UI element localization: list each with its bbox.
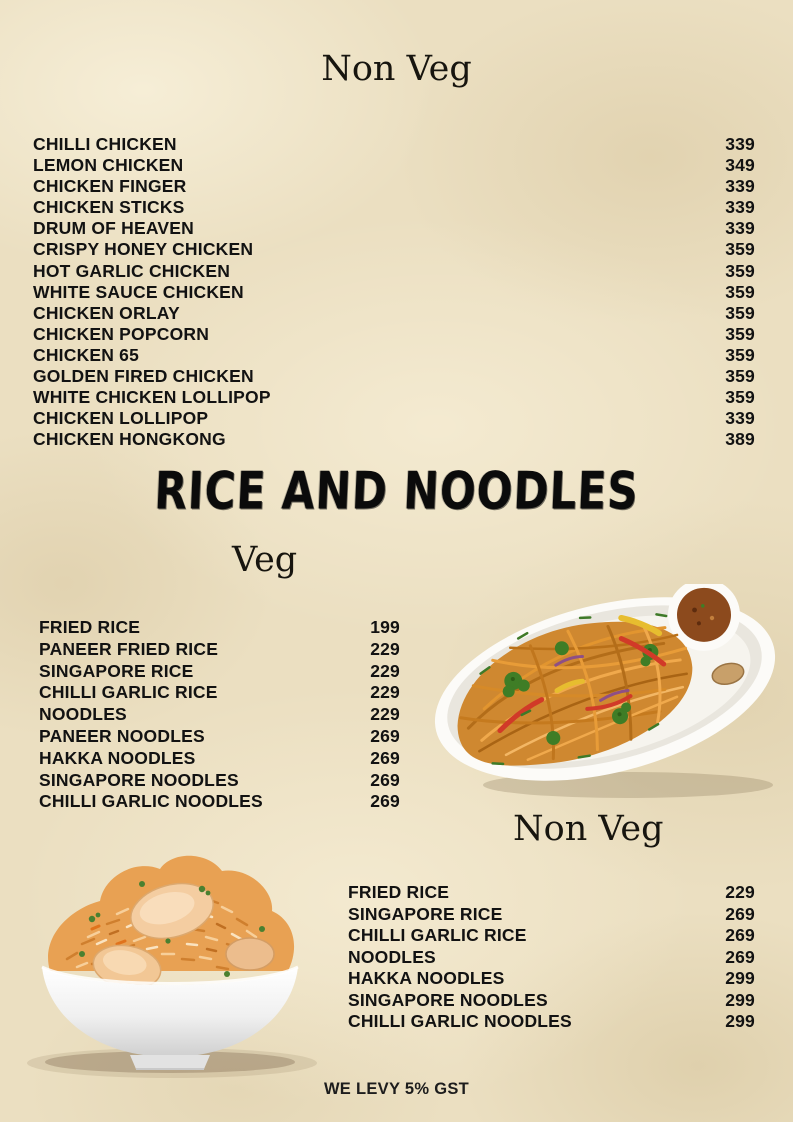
item-name: DRUM OF HEAVEN — [33, 218, 194, 239]
menu-item-row — [33, 429, 755, 450]
menu-item-row — [39, 726, 400, 748]
item-price: 269 — [725, 925, 755, 945]
item-name: FRIED RICE — [39, 617, 141, 637]
menu-item-row — [33, 282, 755, 303]
item-name: WHITE CHICKEN LOLLIPOP — [33, 387, 271, 408]
item-price: 339 — [725, 218, 755, 239]
item-name: CHICKEN 65 — [33, 344, 140, 365]
menu-item-row — [39, 704, 400, 726]
menu-item-row — [33, 197, 755, 218]
menu-item-row — [348, 882, 755, 904]
item-name: NOODLES — [348, 946, 436, 967]
menu-item-row — [33, 239, 755, 260]
item-price: 359 — [725, 302, 755, 323]
item-name: CHICKEN ORLAY — [33, 302, 180, 323]
veg-section-header: Veg — [232, 540, 298, 580]
menu-item-row — [39, 682, 400, 704]
item-price: 229 — [370, 660, 400, 681]
item-name: PANEER FRIED RICE — [39, 638, 219, 659]
item-name: GOLDEN FIRED CHICKEN — [33, 366, 254, 387]
item-price: 229 — [370, 704, 400, 725]
item-name: SINGAPORE NOODLES — [39, 769, 239, 790]
starters-nonveg-list — [33, 134, 755, 450]
menu-item-row — [33, 303, 755, 324]
menu-item-row — [33, 387, 755, 408]
item-price: 229 — [370, 682, 400, 703]
item-price: 269 — [370, 725, 400, 746]
item-price: 269 — [370, 791, 400, 812]
item-price: 359 — [725, 239, 755, 260]
item-name: CHICKEN LOLLIPOP — [33, 408, 209, 429]
menu-item-row — [33, 218, 755, 239]
menu-item-row — [348, 947, 755, 969]
item-price: 359 — [725, 323, 755, 344]
fried-rice-bowl-photo — [22, 849, 318, 1079]
item-name: CHICKEN POPCORN — [33, 323, 210, 344]
item-price: 269 — [725, 903, 755, 924]
menu-item-row — [39, 617, 400, 639]
menu-item-row — [33, 345, 755, 366]
menu-item-row — [348, 968, 755, 990]
item-name: HOT GARLIC CHICKEN — [33, 260, 231, 281]
item-name: CRISPY HONEY CHICKEN — [33, 239, 254, 260]
item-name: SINGAPORE NOODLES — [348, 989, 548, 1010]
item-name: CHICKEN FINGER — [33, 176, 187, 197]
item-price: 359 — [725, 387, 755, 408]
menu-item-row — [33, 155, 755, 176]
item-price: 299 — [725, 968, 755, 988]
item-name: HAKKA NOODLES — [348, 968, 505, 988]
item-price: 269 — [370, 769, 400, 790]
item-name: HAKKA NOODLES — [39, 747, 196, 768]
item-price: 229 — [370, 638, 400, 659]
item-name: CHILLI GARLIC NOODLES — [39, 791, 263, 812]
item-name: CHILLI CHICKEN — [33, 134, 177, 154]
item-price: 229 — [725, 882, 755, 902]
menu-item-row — [33, 324, 755, 345]
menu-item-row — [39, 748, 400, 770]
item-price: 269 — [725, 946, 755, 967]
item-name: LEMON CHICKEN — [33, 155, 184, 176]
menu-item-row — [39, 639, 400, 661]
item-price: 339 — [725, 408, 755, 429]
menu-item-row — [348, 1011, 755, 1033]
item-price: 359 — [725, 281, 755, 302]
item-name: SINGAPORE RICE — [348, 903, 503, 924]
item-name: WHITE SAUCE CHICKEN — [33, 281, 244, 302]
item-price: 339 — [725, 176, 755, 197]
item-name: CHILLI GARLIC RICE — [348, 925, 527, 945]
veg-rice-noodles-list — [39, 617, 400, 813]
item-name: CHICKEN HONGKONG — [33, 429, 226, 450]
menu-item-row — [39, 770, 400, 792]
item-price: 299 — [725, 1011, 755, 1031]
menu-item-row — [348, 925, 755, 947]
rice-nonveg-section-header: Non Veg — [513, 809, 664, 849]
menu-item-row — [33, 261, 755, 282]
item-name: CHILLI GARLIC NOODLES — [348, 1011, 572, 1031]
menu-item-row — [39, 661, 400, 683]
item-name: PANEER NOODLES — [39, 725, 205, 746]
item-name: NOODLES — [39, 704, 127, 725]
menu-item-row — [33, 176, 755, 197]
menu-item-row — [348, 904, 755, 926]
nonveg-rice-noodles-list — [348, 882, 755, 1033]
item-price: 269 — [370, 747, 400, 768]
item-price: 359 — [725, 260, 755, 281]
item-price: 389 — [725, 429, 755, 450]
item-name: CHILLI GARLIC RICE — [39, 682, 218, 703]
menu-item-row — [39, 791, 400, 813]
item-price: 359 — [725, 366, 755, 387]
menu-item-row — [33, 134, 755, 155]
item-price: 199 — [370, 617, 400, 637]
item-name: SINGAPORE RICE — [39, 660, 194, 681]
rice-noodles-title: RICE AND NOODLES — [153, 461, 640, 522]
starters-nonveg-header: Non Veg — [321, 49, 472, 89]
menu-item-row — [33, 366, 755, 387]
noodle-plate-photo — [423, 584, 791, 808]
item-price: 339 — [725, 134, 755, 154]
item-price: 359 — [725, 344, 755, 365]
menu-item-row — [348, 990, 755, 1012]
menu-item-row — [33, 408, 755, 429]
item-name: FRIED RICE — [348, 882, 450, 902]
item-price: 339 — [725, 197, 755, 218]
item-price: 299 — [725, 989, 755, 1010]
item-name: CHICKEN STICKS — [33, 197, 185, 218]
gst-note: WE LEVY 5% GST — [323, 1080, 470, 1098]
item-price: 349 — [725, 155, 755, 176]
